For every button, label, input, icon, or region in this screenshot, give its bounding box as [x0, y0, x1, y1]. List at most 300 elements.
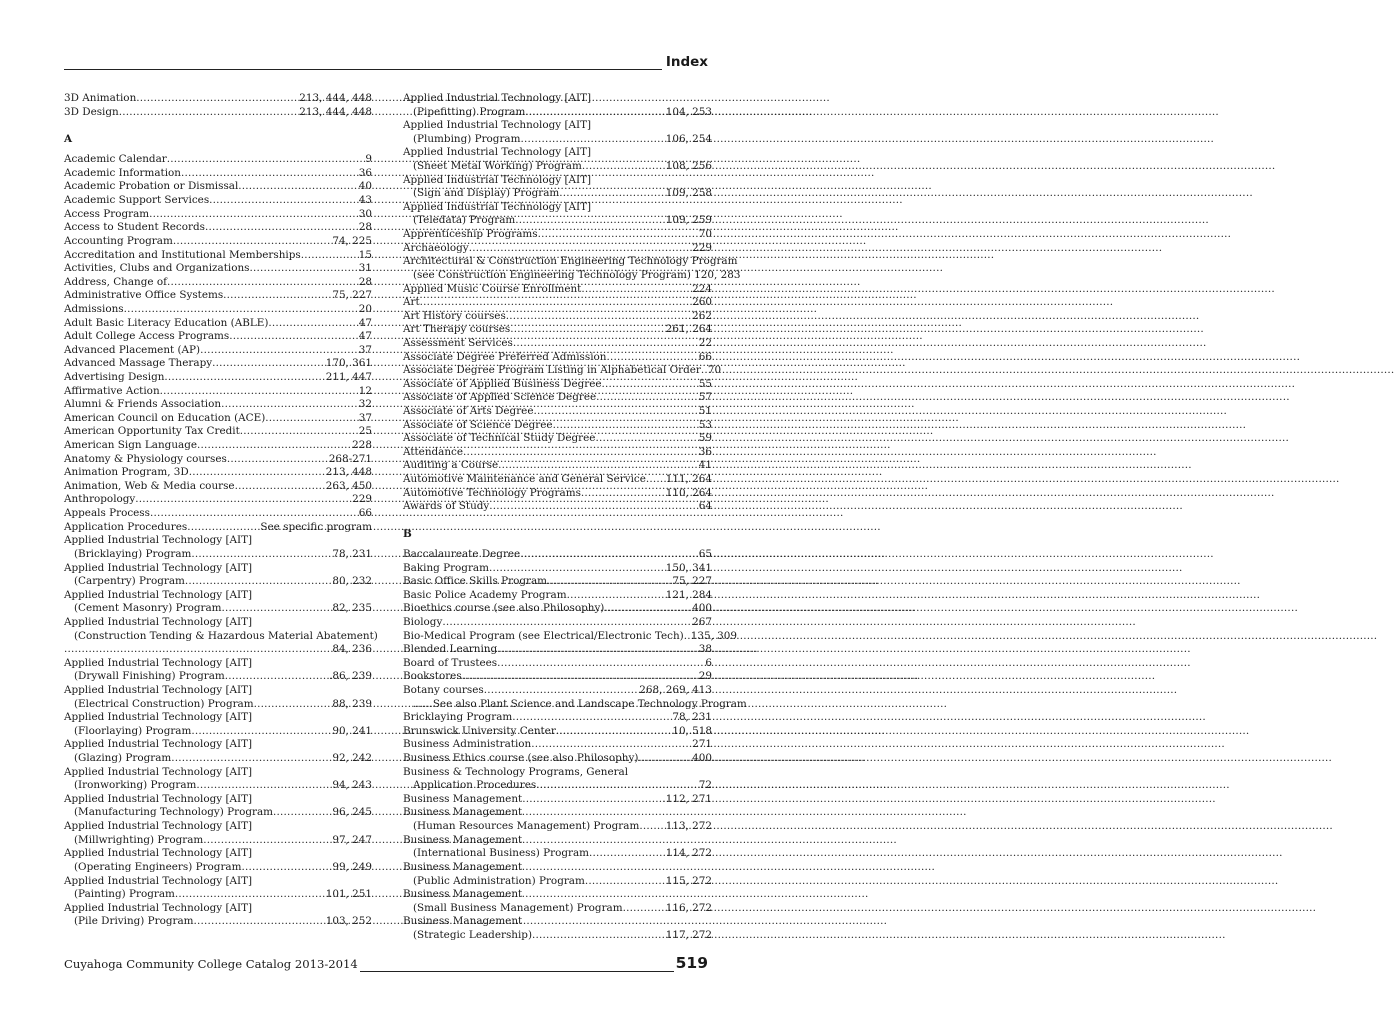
entry-term: (Ironworking) Program [74, 779, 197, 792]
index-entry [403, 697, 747, 712]
entry-pages: 228 [352, 439, 372, 452]
index-entry [403, 711, 712, 725]
dot-leader [515, 214, 664, 228]
entry-pages: 25 [358, 425, 372, 438]
dot-leader [171, 752, 331, 766]
entry-term: Business & Technology Programs, General [403, 765, 629, 778]
dot-leader [510, 323, 664, 337]
index-entry [64, 902, 372, 916]
dot-leader [520, 548, 698, 562]
entry-term: Anthropology [64, 493, 136, 506]
entry-pages: 80, 232 [332, 575, 372, 588]
index-entry [403, 657, 712, 671]
entry-term: Business Management [403, 860, 523, 873]
entry-term: Applied Industrial Technology [AIT] [64, 615, 253, 628]
entry-pages: 6 [705, 656, 712, 669]
entry-term: Business Ethics course (see also Philosophy) [403, 752, 639, 765]
index-entry [403, 793, 712, 807]
entry-term: Associate of Technical Study Degree [403, 432, 596, 445]
entry-pages: 92, 242 [332, 752, 372, 765]
entry-pages: 94, 243 [332, 779, 372, 792]
index-entry [64, 303, 372, 317]
dot-leader [254, 698, 332, 712]
index-entry [403, 214, 712, 228]
index-entry [64, 752, 372, 766]
dot-leader [497, 657, 704, 671]
index-entry [64, 235, 372, 249]
index-entry [64, 221, 372, 235]
index-entry [64, 548, 372, 562]
entry-term: Basic Office Skills Program [403, 575, 548, 588]
entry-term: Applied Industrial Technology [AIT] [64, 561, 253, 574]
index-entry [403, 575, 712, 589]
index-entry [64, 861, 372, 875]
entry-pages: 64 [698, 500, 712, 513]
entry-pages: 10, 518 [672, 724, 712, 737]
entry-term: Applied Industrial Technology [AIT] [403, 173, 592, 186]
entry-term: Brunswick University Center [403, 724, 556, 737]
entry-term: Academic Information [64, 166, 181, 179]
entry-term: Activities, Clubs and Organizations [64, 262, 250, 275]
section-letter: A [64, 132, 73, 145]
entry-term: Automotive Maintenance and General Service [403, 473, 646, 486]
index-entry [64, 766, 372, 780]
entry-term: Academic Probation or Dismissal [64, 180, 239, 193]
entry-term: Advanced Massage Therapy [64, 357, 213, 370]
header-rule [64, 55, 662, 70]
entry-term: Advanced Placement (AP) [64, 343, 201, 356]
entry-term: (Human Resources Management) Program [413, 820, 640, 833]
index-entry [403, 310, 712, 324]
index-entry [403, 391, 712, 405]
entry-term: (Plumbing) Program [413, 132, 521, 145]
entry-pages: 9 [365, 153, 372, 166]
dot-leader [520, 133, 664, 147]
entry-pages: 96, 245 [332, 806, 372, 819]
entry-pages: 53 [698, 418, 712, 431]
entry-term: Access Program [64, 207, 150, 220]
entry-term: (Pipefitting) Program [413, 105, 526, 118]
entry-term: Address, Change of [64, 275, 167, 288]
dot-leader [498, 459, 698, 473]
index-entry [64, 153, 372, 167]
index-entry [403, 725, 712, 739]
page-number: 519 [675, 954, 708, 972]
entry-pages: 30 [358, 207, 372, 220]
index-entry [403, 929, 712, 943]
entry-term: Anatomy & Physiology courses [64, 452, 227, 465]
dot-leader [582, 160, 665, 174]
dot-leader [200, 344, 358, 358]
dot-leader [567, 589, 665, 603]
index-entry [403, 351, 712, 365]
dot-leader [136, 92, 298, 106]
entry-term: Animation Program, 3D [64, 466, 189, 479]
index-entry [403, 201, 712, 215]
index-entry [403, 364, 722, 378]
entry-term: Animation, Web & Media course [64, 479, 235, 492]
entry-term: (Operating Engineers) Program [74, 860, 242, 873]
footer-catalog-title: Cuyahoga Community College Catalog 2013-2014 [64, 957, 358, 971]
index-entry [64, 249, 372, 263]
entry-term: Art [403, 296, 420, 309]
dot-leader [64, 643, 331, 657]
index-entry [403, 487, 712, 501]
entry-pages: 213, 448 [325, 466, 372, 479]
entry-term: Associate Degree Program Listing in Alphabetical Order [403, 364, 701, 377]
entry-term: Admissions [64, 302, 124, 315]
index-entry [64, 670, 372, 684]
entry-term: Art Therapy courses [403, 323, 511, 336]
entry-pages: 116, 272 [665, 901, 712, 914]
entry-term: Applied Industrial Technology [AIT] [64, 874, 253, 887]
entry-pages: 75, 227 [332, 289, 372, 302]
index-entry [403, 548, 712, 562]
index-entry [64, 344, 372, 358]
entry-pages: 74, 225 [332, 234, 372, 247]
dot-leader [135, 493, 351, 507]
entry-term: Automotive Technology Programs [403, 486, 581, 499]
dot-leader [209, 194, 358, 208]
index-entry [64, 262, 372, 276]
entry-term: (Drywall Finishing) Program [74, 670, 225, 683]
entry-term: (Painting) Program [74, 888, 175, 901]
dot-leader [160, 385, 358, 399]
entry-pages: 150, 341 [665, 561, 712, 574]
entry-pages: 29 [698, 670, 712, 683]
entry-term: (Floorlaying) Program [74, 724, 192, 737]
dot-leader [189, 466, 325, 480]
dot-leader [227, 453, 328, 467]
entry-pages: 170, 361 [325, 357, 372, 370]
index-entry [403, 738, 712, 752]
dot-leader [124, 303, 358, 317]
dot-leader [469, 242, 691, 256]
dot-leader [497, 643, 698, 657]
entry-term: American Sign Language [64, 439, 198, 452]
entry-term: Attendance [403, 445, 464, 458]
entry-term: Board of Trustees [403, 656, 498, 669]
index-entry [64, 194, 372, 208]
index-entry [403, 160, 712, 174]
dot-leader [185, 575, 331, 589]
dot-leader [525, 106, 664, 120]
index-entry [64, 507, 372, 521]
index-entry [64, 779, 372, 793]
index-entry [403, 446, 712, 460]
entry-term: (Small Business Management) Program [413, 901, 623, 914]
entry-pages: 57 [698, 391, 712, 404]
entry-pages: 261, 264 [665, 323, 712, 336]
entry-term: Business Management [403, 833, 523, 846]
entry-term: (Millwrighting) Program [74, 833, 204, 846]
index-entry [403, 616, 712, 630]
dot-leader [238, 180, 357, 194]
entry-pages: 37 [358, 411, 372, 424]
index-entry [64, 357, 372, 371]
index-entry [64, 711, 372, 725]
index-entry [403, 146, 712, 160]
dot-leader [581, 487, 665, 501]
entry-pages: 12 [358, 384, 372, 397]
index-entry [403, 296, 712, 310]
entry-pages: 41 [698, 459, 712, 472]
index-entry [64, 412, 372, 426]
entry-term: Business Management [403, 806, 523, 819]
dot-leader [212, 357, 325, 371]
dot-leader [442, 616, 691, 630]
index-entry [64, 847, 372, 861]
index-entry [64, 725, 372, 739]
index-entry [403, 268, 741, 283]
entry-pages: 84, 236 [332, 643, 372, 656]
dot-leader [595, 432, 697, 446]
index-entry [403, 670, 712, 684]
dot-leader [273, 806, 331, 820]
dot-leader [596, 391, 698, 405]
index-entry [64, 317, 372, 331]
dot-leader [585, 875, 665, 889]
page-footer [64, 954, 708, 972]
entry-pages: 72 [698, 779, 712, 792]
entry-term: Awards of Study [403, 500, 490, 513]
entry-pages: 113, 272 [665, 820, 712, 833]
index-entry [64, 684, 372, 698]
entry-pages: 101, 251 [325, 888, 372, 901]
entry-pages: 88, 239 [332, 697, 372, 710]
entry-term: Business Management [403, 915, 523, 928]
entry-term: Administrative Office Systems [64, 289, 224, 302]
dot-leader [556, 725, 672, 739]
dot-leader [187, 521, 259, 535]
dot-leader [164, 371, 324, 385]
index-entry [403, 834, 712, 848]
index-entry [64, 657, 372, 671]
entry-term: Bio-Medical Program (see Electrical/Electronic Tech) [403, 629, 684, 642]
index-entry [403, 432, 712, 446]
dot-leader [191, 725, 331, 739]
index-entry [403, 133, 712, 147]
entry-pages: 268, 269, 413 [639, 684, 712, 696]
dot-leader [205, 221, 358, 235]
entry-term: Basic Police Academy Program [403, 588, 567, 601]
index-entry [64, 276, 372, 290]
entry-term: (Cement Masonry) Program [74, 602, 222, 615]
index-entry [64, 643, 372, 657]
entry-pages: 135, 309 [690, 629, 738, 642]
index-entry [403, 643, 712, 657]
entry-pages: 260 [692, 296, 712, 309]
index-entry [403, 92, 712, 106]
index-entry [64, 425, 372, 439]
dot-leader [221, 398, 358, 412]
index-entry [403, 902, 712, 916]
dot-leader [150, 507, 358, 521]
entry-term: (Teledata) Program [413, 214, 516, 227]
entry-pages: 15 [358, 248, 372, 261]
dot-leader [513, 337, 698, 351]
entry-term: Applied Industrial Technology [AIT] [64, 901, 253, 914]
entry-term: Business Administration [403, 738, 532, 751]
index-entry [403, 589, 712, 603]
entry-pages: 213, 444, 448 [299, 105, 372, 118]
entry-term: Applied Industrial Technology [AIT] [64, 792, 253, 805]
index-entry [403, 242, 712, 256]
entry-pages: 99, 249 [332, 860, 372, 873]
dot-leader [639, 820, 664, 834]
entry-pages: 262 [692, 309, 712, 322]
entry-pages: 400 [692, 602, 712, 615]
index-entry [403, 752, 712, 766]
index-entry [403, 378, 712, 392]
index-entry [64, 180, 372, 194]
dot-leader [203, 834, 331, 848]
entry-pages: 28 [358, 221, 372, 234]
entry-term: Applied Industrial Technology [AIT] [64, 711, 253, 724]
dot-leader [602, 378, 698, 392]
index-entry [64, 738, 372, 752]
entry-pages: 66 [358, 507, 372, 520]
entry-term: (Bricklaying) Program [74, 547, 192, 560]
entry-term: Application Procedures [413, 779, 537, 792]
index-entry [403, 684, 712, 698]
entry-pages: 65 [698, 547, 712, 560]
entry-term: Art History courses [403, 309, 506, 322]
entry-term: Auditing a Course [403, 459, 499, 472]
index-entry [64, 330, 372, 344]
entry-term: Apprenticeship Programs [403, 228, 538, 241]
entry-pages: 36 [698, 445, 712, 458]
index-entry [403, 629, 738, 644]
index-entry [403, 779, 712, 793]
dot-leader [547, 575, 671, 589]
dot-leader [638, 752, 691, 766]
dot-leader [167, 153, 365, 167]
entry-term: (Sheet Metal Working) Program [413, 160, 582, 173]
entry-term: Bookstores [403, 670, 462, 683]
page-title: Index [665, 54, 708, 70]
entry-pages: 70 [698, 228, 712, 241]
entry-pages: 121, 284 [665, 588, 712, 601]
dot-leader [604, 602, 691, 616]
entry-term: Associate of Science Degree [403, 418, 553, 431]
entry-pages: 51 [698, 405, 712, 418]
index-entry [64, 480, 372, 494]
index-entry [403, 602, 712, 616]
entry-pages: 36 [358, 166, 372, 179]
entry-term: Baccalaureate Degree [403, 547, 521, 560]
dot-leader [241, 861, 331, 875]
entry-pages: 109, 259 [665, 214, 712, 227]
entry-term: Applied Industrial Technology [AIT] [64, 820, 253, 833]
dot-leader [235, 480, 325, 494]
dot-leader [607, 351, 698, 365]
entry-pages: 82, 235 [332, 602, 372, 615]
index-entry [403, 119, 712, 133]
entry-pages: 114, 272 [665, 847, 712, 860]
index-entry [403, 500, 712, 514]
entry-pages: 59 [698, 432, 712, 445]
entry-pages: .86, 239 [329, 670, 372, 683]
entry-term: Academic Support Services [64, 194, 210, 207]
dot-leader [191, 548, 331, 562]
dot-leader [420, 296, 692, 310]
entry-term: Alumni & Friends Association [64, 398, 222, 411]
entry-term: (Glazing) Program [74, 752, 172, 765]
entry-term: Architectural & Construction Engineering Technology Program [403, 255, 738, 268]
section-letter: B [403, 527, 412, 540]
index-entry [64, 834, 372, 848]
entry-pages: 38 [698, 643, 712, 656]
dot-leader [229, 330, 358, 344]
entry-term: Botany courses [403, 684, 484, 696]
entry-term: American Council on Education (ACE) [64, 411, 266, 424]
dot-leader [623, 902, 665, 916]
dot-leader [167, 276, 358, 290]
entry-pages: 224 [692, 282, 712, 295]
entry-term: Application Procedures [64, 520, 188, 533]
index-entry [64, 575, 372, 589]
index-entry [403, 875, 712, 889]
index-entry [403, 473, 712, 487]
dot-leader [538, 228, 698, 242]
entry-pages: 70 [707, 364, 722, 377]
entry-term: Applied Industrial Technology [AIT] [64, 656, 253, 669]
dot-leader [462, 670, 698, 684]
index-column-right [403, 92, 747, 943]
entry-pages: 47 [358, 316, 372, 329]
entry-term: (see Construction Engineering Technology Program) 120, 283 [413, 268, 741, 281]
index-entry [403, 283, 712, 297]
entry-term: 3D Animation [64, 92, 137, 104]
entry-term: (Construction Tending & Hazardous Material Abatement) [74, 629, 378, 642]
dot-leader [531, 738, 691, 752]
entry-term: Assessment Services [403, 336, 513, 349]
entry-term: Access to Student Records [64, 221, 205, 234]
index-entry [403, 405, 712, 419]
dot-leader [149, 208, 358, 222]
entry-term: ......See also Plant Science and Landscape Technology Program [413, 697, 747, 710]
index-entry [403, 861, 712, 875]
entry-pages: 110, 264 [665, 486, 712, 499]
index-entry [64, 562, 372, 576]
entry-term: Associate of Applied Business Degree [403, 377, 602, 390]
index-entry [64, 289, 372, 303]
index-entry [403, 174, 712, 188]
index-entry [403, 766, 712, 780]
entry-pages: 111, 264 [665, 473, 712, 486]
dot-leader [512, 711, 671, 725]
index-entry [403, 323, 712, 337]
entry-term: Associate Degree Preferred Admission [403, 350, 607, 363]
entry-pages: 28 [358, 275, 372, 288]
index-entry [64, 521, 372, 535]
entry-pages: 55 [698, 377, 712, 390]
entry-pages: 75, 227 [672, 575, 712, 588]
index-entry [64, 493, 372, 507]
dot-leader [559, 187, 664, 201]
entry-term: (Pile Driving) Program [74, 915, 194, 928]
dot-leader [181, 167, 358, 181]
entry-term: Applied Industrial Technology [AIT] [403, 119, 592, 132]
entry-term: (International Business) Program [413, 847, 590, 860]
index-entry [403, 915, 712, 929]
index-entry [64, 589, 372, 603]
entry-term: (Strategic Leadership) [413, 928, 532, 941]
entry-pages: 37 [358, 343, 372, 356]
dot-leader [522, 793, 661, 807]
index-entry [64, 398, 372, 412]
